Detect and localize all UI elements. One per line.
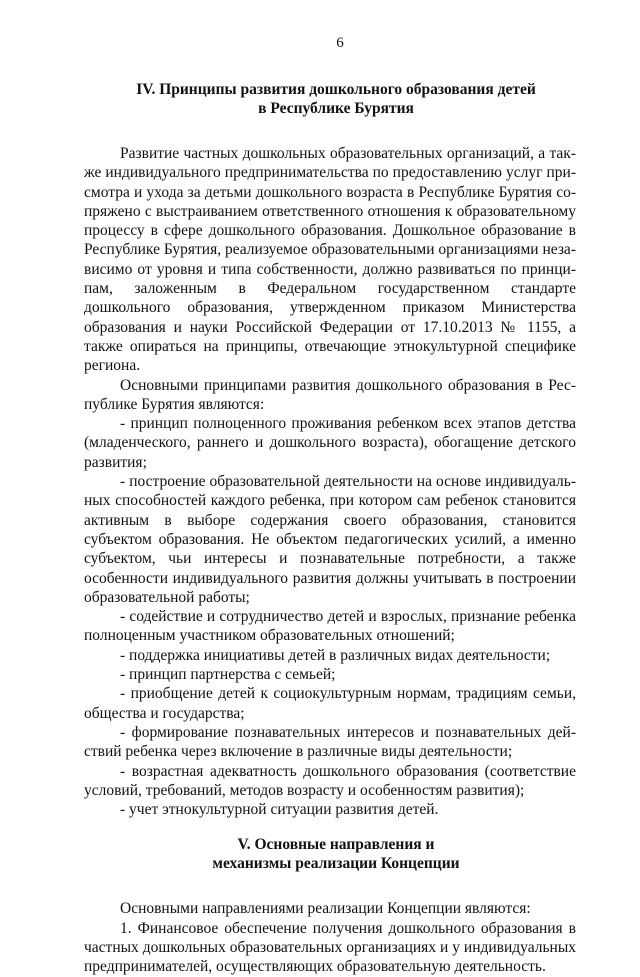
list-item: - приобщение детей к социокультурным нормам, традициям семьи, общества и государства; — [84, 685, 576, 722]
paragraph: Основными направлениями реализации Концепции являются: — [120, 900, 531, 918]
section-4-body — [84, 144, 576, 819]
list-item: - принцип партнерства с семьей; — [120, 666, 336, 684]
section-5-title-line-1: V. Основные направления и — [237, 836, 435, 854]
page-number: 6 — [336, 35, 344, 51]
list-item: - возрастная адекватность дошкольного образования (соответствие условий, требований, методов возрасту и особенностям развития); — [84, 762, 576, 799]
list-item: - построение образовательной деятельности на основе индивидуальных способностей каждого ребенка, при котором сам ребенок становится активным в выборе содержания своего образования, становится субъектом образования. Не объектом педагогических усилий, а именно субъектом, чьи интересы и познавательные потребности, а также особенности индивидуального развития должны учитывать в построении образовательной работы; — [84, 473, 576, 606]
section-4-title-line-2: в Республике Бурятия — [258, 100, 414, 117]
section-4-title-line-1: IV. Принципы развития дошкольного образования детей — [136, 81, 536, 98]
section-5-body — [84, 899, 576, 976]
list-item: - поддержка инициативы детей в различных видах деятельности; — [120, 646, 551, 664]
document-page — [84, 34, 576, 977]
section-4-heading — [96, 80, 576, 118]
section-5-title-line-2: механизмы реализации Концепции — [212, 855, 460, 873]
list-item: - учет этнокультурной ситуации развития детей. — [120, 801, 439, 819]
paragraph: 1. Финансовое обеспечение получения дошкольного образования в частных дошкольных образовательных организациях и у индивидуальных предпринимателей, осуществляющих образовательную деятельность. — [84, 919, 576, 976]
list-item: - содействие и сотрудничество детей и взрослых, признание ребенка полноценным участником образовательных отношений; — [84, 608, 576, 645]
paragraph: Основными принципами развития дошкольного образования в Республике Бурятия являются: — [84, 376, 576, 413]
paragraph: Развитие частных дошкольных образовательных организаций, а также индивидуального предпринимательства по предоставлению услуг присмотра и ухода за детьми дошкольного возраста в Республике Бурятия сопряжено с выстраиванием ответственного отношения к образовательному процессу в сфере дошкольного образования. Дошкольное образование в Республике Бурятия, реализуемое образовательными организациями независимо от уровня и типа собственности, должно развиваться по принципам, заложенным в Федеральном государственном стандарте дошкольного образования, утвержденном приказом Министерства образования и науки Российской Федерации от 17.10.2013 № 1155, а также опираться на принципы, отвечающие этнокультурной специфике региона. — [84, 145, 576, 375]
section-5-heading — [96, 835, 576, 873]
list-item: - принцип полноценного проживания ребенком всех этапов детства (младенческого, раннего и дошкольного возраста), обогащение детского развития; — [84, 415, 576, 471]
list-item: - формирование познавательных интересов и познавательных действий ребенка через включение в различные виды деятельности; — [84, 723, 576, 761]
